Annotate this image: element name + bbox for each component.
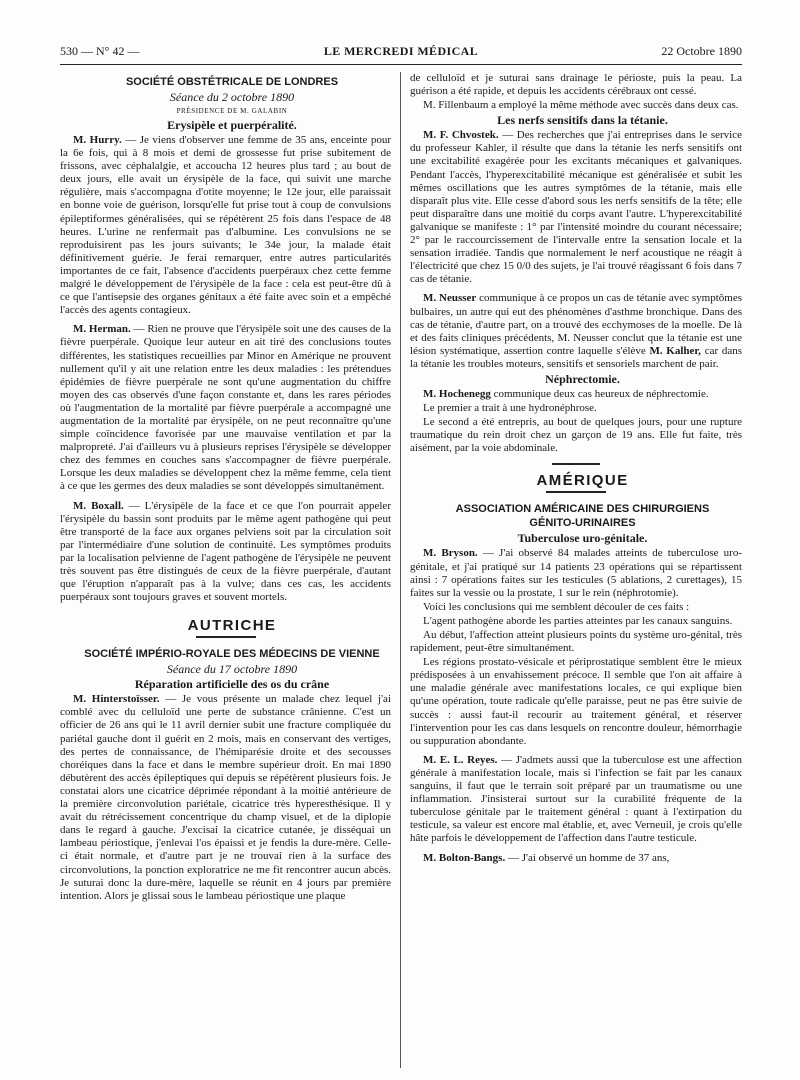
- society-heading: SOCIÉTÉ IMPÉRIO-ROYALE DES MÉDECINS DE VIENNE: [84, 648, 380, 661]
- article-title: Néphrectomie.: [545, 371, 620, 386]
- paragraph: [60, 693, 391, 903]
- speaker-name: M. Neusser: [423, 292, 477, 305]
- speaker-name: M. Herman.: [73, 323, 131, 336]
- paragraph-text: — J'admets aussi que la tuberculose est une affection générale à manifestation locale, mais si l'infection se fait par les canaux sanguins, il faut que le terrain soit préparé par un traumatisme ou une inflammation. J'insisterai surtout sur la curabilité fréquente de la tuberculose génitale par le traitement général : quant à l'extirpation du testicule, sa valeur est encore mal établie, et, avec Verneuil, je crois qu'elle hâte parfois le développement de l'affection dans l'autre testicule.: [410, 753, 743, 845]
- paragraph: [410, 292, 742, 371]
- page-header: [60, 40, 742, 62]
- paragraph: [60, 500, 391, 605]
- right-column: [410, 72, 742, 865]
- paragraph-text: — J'ai observé 84 malades atteints de tuberculose uro-génitale, et j'ai pratiqué sur 14 patients 23 opérations qui se répartissent ainsi : 7 opérations faites sur les testicules (5 ablations, 2 curettages), 15 faites sur la vessie ou la prostate, 1 sur le rein (néphrotomie).: [410, 547, 742, 599]
- paragraph: M. Fillenbaum a employé la même méthode avec succès dans deux cas.: [423, 99, 739, 112]
- paragraph: Les régions prostato-vésicale et périprostatique semblent être le mieux prédisposées à un envahissement précoce. Il semble que l'on ait affaire à une maladie générale avec manifestations locales, ce qui explique bien qu'une opération, toute radicale qu'elle paraisse, peut ne pas être suivie de succès : aussi faut-il recourir au traitement général, et réserver l'intervention pour les cas dans lesquels on rencontre douleur, hémorrhagie ou suppuration abondante.: [410, 656, 742, 747]
- speaker-name: M. Bryson.: [423, 547, 478, 560]
- issue-date: 22 Octobre 1890: [661, 44, 742, 58]
- paragraph-text: communique à ce propos un cas de tétanie avec symptômes bulbaires, un autre qui eut des phénomènes d'asthme bronchique. Dans des cas de tétanie, d'autre part, on a trouvé des ecchymoses de la moelle. De là et des faits cliniques précédents, M. Neusser conclut que la tétanie est une lésion systématique, assertion contre laquelle s'élève: [410, 292, 743, 357]
- column-divider: [400, 72, 401, 1068]
- seance-line: Séance du 2 octobre 1890: [169, 90, 295, 104]
- paragraph: [410, 547, 742, 599]
- speaker-name: M. F. Chvostek.: [423, 129, 499, 142]
- speaker-name: M. E. L. Reyes.: [423, 753, 498, 766]
- header-rule: [60, 64, 742, 65]
- seance-line: Séance du 17 octobre 1890: [166, 662, 298, 677]
- presidence-line: PRÉSIDENCE DE M. GALABIN: [176, 107, 288, 115]
- speaker-name: M. Hinterstoïsser.: [73, 693, 160, 706]
- paragraph: L'agent pathogène aborde les parties atteintes par les canaux sanguins.: [423, 614, 733, 627]
- paragraph: de celluloïd et je suturai sans drainage le périoste, puis la peau. La guérison a été rapide, et depuis les accidents cérébraux ont cessé.: [410, 72, 742, 98]
- paragraph: Voici les conclusions qui me semblent découler de ces faits :: [423, 600, 690, 613]
- article-title: Réparation artificielle des os du crâne: [134, 677, 330, 692]
- paragraph-text: — Je vous présente un malade chez lequel j'ai comblé avec du celluloïd une perte de substance crânienne. C'est un officier de 26 ans qui le 11 avril dernier subit une fracture compliquée du pariétal gauche dont il guérit en 2 mois, mais en conservant des vertiges, des pertes de connaissance, de l'hémiparésie droite et des secousses choréiques dans la face et dans le membre supérieur droit. En mai 1890 débutèrent des accès épileptiques qui depuis se répétèrent plusieurs fois. Je constatai alors une cicatrice déprimée répondant à la moitié antérieure de la première circonvolution pariétale, cicatrice très hyperesthésique. Il y avait du rétrécissement concentrique du champ visuel, et de la diplopie dans le regard à gauche. J'excisai la cicatrice cutanée, je disséquai un lambeau périostique, j'enlevai l'os épaissi et je fendis la dure-mère. Celle-ci était normale, et d'autre part je ne trouvai rien à la surface des circonvolutions, la ponction exploratrice ne me fit rencontrer aucun abcès. Je suturai donc la dure-mère, laquelle se réunit en 4 jours par première intention. Alors je glissai sous le lambeau périostique une plaque: [60, 693, 392, 902]
- paragraph: [60, 134, 391, 317]
- paragraph-text: — Je viens d'observer une femme de 35 ans, enceinte pour la 6e fois, qui à 8 mois et demi de grossesse fut prise subitement de frissons, avec céphalalgie, et accoucha 12 heures plus tard ; au bout de deux jours, elle avait un érysipèle de la face, qui suivit une marche régulière, mais s'accompagna d'otite moyenne; le 12e jour, elle paraissait en bonne voie de guérison, lorsqu'elle fut prise tout à coup de convulsions épileptiformes généralisées, qui se répétèrent 25 fois dans l'espace de 48 heures. L'urine ne renfermait pas d'albumine. Les convulsions ne se reproduisirent pas les jours suivants; le 34e jour, la malade était définitivement guérie. Je ferai remarquer, entre autres particularités importantes de ce fait, l'absence d'accidents puerpéraux chez cette femme malgré le développement de l'érysipèle de la face : cela est peut-être dû à ce que l'antisepsie des organes génitaux a été faite avec soin et a empêché l'accès des agents contagieux.: [60, 134, 391, 317]
- paragraph: Au début, l'affection atteint plusieurs points du système uro-génital, très rapidement, peut-être simultanément.: [410, 629, 742, 655]
- left-column: [60, 72, 391, 903]
- country-heading: AUTRICHE: [187, 617, 277, 635]
- society-heading: GÉNITO-URINAIRES: [529, 517, 636, 530]
- country-heading: AMÉRIQUE: [536, 472, 629, 490]
- paragraph: [410, 754, 742, 846]
- speaker-name: M. Boxall.: [73, 499, 124, 512]
- paragraph-text: communique deux cas heureux de néphrectomie.: [490, 387, 709, 400]
- paragraph: [60, 323, 391, 493]
- journal-title: LE MERCREDI MÉDICAL: [323, 44, 479, 58]
- speaker-name: M. Hurry.: [73, 134, 122, 146]
- paragraph: [410, 852, 742, 865]
- society-heading: SOCIÉTÉ OBSTÉTRICALE DE LONDRES: [125, 76, 339, 88]
- article-title: Les nerfs sensitifs dans la tétanie.: [497, 113, 668, 128]
- paragraph-text: — J'ai observé un homme de 37 ans,: [505, 851, 670, 864]
- speaker-name: M. Kalher,: [649, 344, 702, 357]
- paragraph-text: — Rien ne prouve que l'érysipèle soit une des causes de la fièvre puerpérale. Quoique leur auteur en ait tiré des conclusions toutes différentes, les statistiques recueillies par Minor en Amérique ne prouvent nullement qu'il y ait une relation entre les deux maladies : les prétendues épidémies de fièvre puerpérale ne sont qu'une augmentation du chiffre moyen des cas observés d'une façon constante et, dans les rares périodes où l'augmentation de la mortalité par fièvre puerpérale a accompagné une augmentation de la mortalité par érysipèle, on ne peut reconnaître qu'une simple coïncidence favorisée par une mauvaise ventilation et par la malpropreté. J'ai d'ailleurs vu à plusieurs reprises l'érysipèle se développer chez des femmes en couches sans s'accompagner de fièvre puerpérale. Lorsque les deux maladies se développent chez la même femme, cela tient à ce que les germes des deux maladies se sont développés simultanément.: [60, 323, 392, 493]
- paragraph: Le second a été entrepris, au bout de quelques jours, pour une rupture traumatique du rein droit chez un garçon de 19 ans. Elle fut faite, très aisément, par la voie abdominale.: [410, 416, 742, 455]
- speaker-name: M. Bolton-Bangs.: [423, 851, 506, 864]
- page-number: 530 — N° 42 —: [60, 44, 140, 58]
- paragraph: Le premier a trait à une hydronéphrose.: [423, 402, 597, 415]
- paragraph-text: — Des recherches que j'ai entreprises dans le service du professeur Kahler, il résulte que dans la tétanie les nerfs sensitifs ont une excitabilité exagérée pour les excitants mécaniques et galvaniques. Pendant l'accès, l'hyperexcitabilité mécanique est généralisée et subit les mêmes oscillations que les autres symptômes de la tétanie, mais elle disparaît plus vite. Elle cesse d'abord sous les nerfs sensitifs de la tête; elle peut disparaître dans une moitié du corps avant l'autre. L'hyperexcitabilité galvanique se manifeste : 1° par l'intensité moindre du courant nécessaire; 2° par le raccourcissement de l'intervalle entre la sensation locale et la sensation irradiée. Tandis que normalement le nerf acoustique ne réagit à l'électricité que chez 15 0/0 des sujets, je l'ai trouvé réagissant 6 fois dans 7 cas de tétanie.: [410, 129, 742, 286]
- article-title: Tuberculose uro-génitale.: [517, 531, 648, 546]
- society-heading: ASSOCIATION AMÉRICAINE DES CHIRURGIENS: [455, 503, 710, 516]
- paragraph-text: car dans la tétanie les troubles moteurs, sensitifs et sensoriels marchent de pair.: [410, 344, 743, 370]
- article-title: Erysipèle et puerpéralité.: [167, 118, 297, 132]
- paragraph-text: — L'érysipèle de la face et ce que l'on pourrait appeler l'érysipèle du bassin sont produits par le même agent pathogène qui peut être transporté de la face aux organes pelviens soit par la circulation soit par l'intermédiaire d'une solution de continuité. Les symptômes produits par la localisation pelvienne de l'agent pathogène de l'érysipèle ne peuvent très souvent pas être distingués de ceux de la fièvre puerpérale, d'autant que l'éruption n'apparaît pas à la vulve; dans ces cas, les accidents puerpéraux sont toujours graves et souvent mortels.: [60, 499, 391, 604]
- speaker-name: M. Hochenegg: [423, 387, 491, 400]
- paragraph: [410, 388, 742, 401]
- paragraph: [410, 129, 742, 286]
